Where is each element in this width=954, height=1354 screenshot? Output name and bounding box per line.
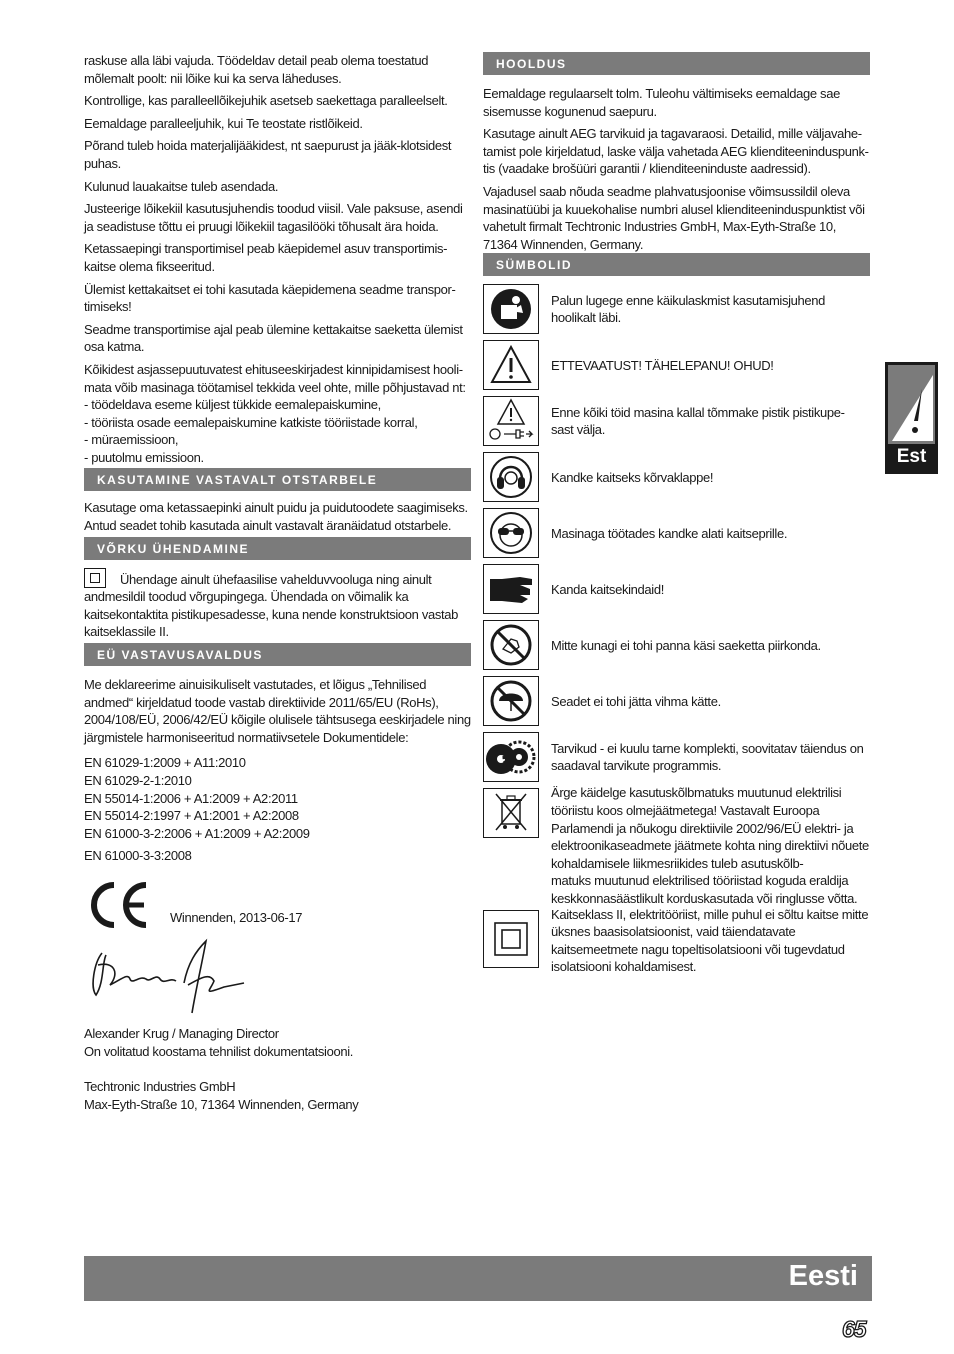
- symbol-row: [483, 620, 870, 670]
- paragraph: Ülemist kettakaitset ei tohi kasutada käepidemena seadme transpor- timiseks!: [84, 281, 456, 315]
- paragraph: Seadme transportimise ajal peab ülemine kettakaitse saeketta ülemist osa katma.: [84, 321, 463, 355]
- paragraph: raskuse alla läbi vajuda. Töödeldav detail peab olema toestatud mõlemalt poolt: nii lõike kui ka serva läheduses.: [84, 53, 429, 86]
- section-header-mains: VÕRKU ÜHENDAMINE: [84, 537, 471, 560]
- symbol-row: [483, 906, 870, 976]
- symbol-row: [483, 452, 870, 502]
- gloves-icon: [483, 564, 539, 614]
- symbol-row: [483, 676, 870, 726]
- mains-text: Ühendage ainult ühefaasilise vahelduvvooluga ning ainult andmesildil toodud võrgupingega. Ühendada on võimalik ka kaitsekontaktita pistikupesadesse, kuna nende konstruktsioon vastab kaitseklassile II.: [84, 571, 459, 640]
- symbol-row: [483, 340, 870, 390]
- warning-triangle-icon: [888, 365, 935, 444]
- paragraph: Kontrollige, kas paralleellõikejuhik asetseb saekettaga paralleelselt.: [84, 93, 448, 109]
- paragraph: Ketassaepingi transportimisel peab käepidemel asuv transportimis- kaitse olema fikseeritud.: [84, 241, 448, 274]
- language-tab: [885, 362, 938, 474]
- no-rain-icon: [483, 676, 539, 726]
- paragraph: Kasutage ainult AEG tarvikuid ja tagavaraosi. Detailid, mille väljavahe- tamist pole kirjeldatud, laske välja vahetada AEG klienditeeninduspunk- tis (vaadake brošüüri garantii / klienditeeninduste aadressid).: [483, 126, 869, 177]
- paragraph: Justeerige lõikekiil kasutusjuhendis toodud viisil. Vale paksuse, asendi ja seadistuse tõttu ei pruugi lõikekiil tagasilööki tõhusalt ära hoida.: [84, 201, 463, 234]
- class-ii-icon: [84, 568, 106, 588]
- paragraph: Kulunud lauakaitse tuleb asendada.: [84, 178, 279, 194]
- read-manual-icon: [483, 284, 539, 334]
- symbol-text: Seadet ei tohi jätta vihma kätte.: [551, 693, 721, 709]
- footer-bar: [84, 1256, 872, 1301]
- paragraph: Kõikidest asjassepuutuvatest ehituseeskirjadest kinnipidamisest hooli- mata võib masinaga töötamisel tekkida veel ohte, mille põhjustavad nt: - töödeldava eseme küljest tükkide eemalepaiskumine, - tööriista osade eemalepaiskumine katkiste tööriistade korral, - müraemissioon, - puutolmu emissioon.: [84, 361, 466, 465]
- symbol-text: Kaitseklass II, elektritööriist, mille puhul ei sõltu kaitse mitte üksnes baasisolatsioonist, vaid täiendatavate kaitsemeetmete nagu topeltisolatsiooni või tugevdatud isolatsiooni kohaldamisest.: [551, 906, 869, 975]
- symbol-row: [483, 396, 870, 446]
- signatory: Alexander Krug / Managing Director On volitatud koostama tehnilist dokumentatsiooni.: [84, 1025, 354, 1059]
- right-column: [483, 52, 870, 982]
- section-header-maintenance: HOOLDUS: [483, 52, 870, 75]
- paragraph: Kasutage oma ketassaepinki ainult puidu ja puidutoodete saagimiseks. Antud seadet tohib kasutada ainult vastavalt äranäidatud otstarbele.: [84, 500, 468, 534]
- tab-warning-area: [888, 365, 935, 444]
- section-header-conformity: EÜ VASTAVUSAVALDUS: [84, 643, 471, 666]
- symbol-text: Tarvikud - ei kuulu tarne komplekti, soovitatav täiendus on saadaval tarvikute programmis.: [551, 740, 864, 774]
- signature: [84, 933, 471, 1025]
- paragraph: Eemaldage regulaarselt tolm. Tuleohu vältimiseks eemaldage sae sisemusse kogunenud saepuru.: [483, 86, 840, 119]
- unplug-warning-icon: [483, 396, 539, 446]
- no-hands-blade-icon: [483, 620, 539, 670]
- warning-triangle-icon: [483, 340, 539, 390]
- symbol-text: Kanda kaitsekindaid!: [551, 581, 664, 597]
- symbol-row: [483, 508, 870, 558]
- paragraph: Me deklareerime ainuisikuliselt vastutades, et lõigus „Tehnilised andmed“ kirjeldatud toode vastab direktiivide 2011/65/EU (RoHs), 2004/108/EÜ, 2006/42/EÜ kõigile olulisele tähtsusega eeskirjadele ning järgmistele harmoniseeritud normatiivsetele Dokumentidele:: [84, 677, 471, 745]
- paragraph: Põrand tuleb hoida materjalijääkidest, nt saepurust ja jääk-klotsidest puhas.: [84, 138, 452, 171]
- left-column: [84, 52, 471, 1118]
- paragraph: Vajadusel saab nõuda seadme plahvatusjoonise võimsussildil oleva masinatüübi ja kuuekohalise numbri alusel klienditeeninduspunktist või vahetult firmalt Techtronic Industries GmbH, Max-Eyth-Straße 10, 71364 Winnenden, Germany.: [483, 183, 865, 252]
- signature-image: [84, 933, 254, 1023]
- symbol-text: Ärge käidelge kasutuskõlbmatuks muutunud elektrilisi tööriistu koos olmejäätmetega! Vastavalt Euroopa Parlamendi ja nõukogu direktiivile 2002/96/EÜ elektri- ja elektroonikaseadmete jäätmete kohta ning direktiivi nõuete kohaldamisele liikmesriikides tuleb asutuskõlb- matuks muutunud elektrilised tööriistad koguda eraldija keskkonnasäästlikult korduskasutada või ringlusse võtta.: [551, 785, 869, 906]
- place-date: Winnenden, 2013-06-17: [170, 909, 303, 925]
- weee-bin-icon: [483, 788, 539, 838]
- symbol-row: [483, 564, 870, 614]
- mains-paragraph: [84, 568, 471, 641]
- ce-mark-row: [84, 879, 471, 931]
- language-label: Est: [896, 446, 927, 467]
- paragraph: Eemaldage paralleeljuhik, kui Te teostate ristlõikeid.: [84, 115, 363, 131]
- symbol-row: [483, 785, 870, 907]
- section-header-intended-use: KASUTAMINE VASTAVALT OTSTARBELE: [84, 468, 471, 491]
- standard-item: EN 61000-3-3:2008: [84, 848, 192, 864]
- ce-mark-icon: [84, 879, 154, 931]
- symbol-text: Mitte kunagi ei tohi panna käsi saeketta piirkonda.: [551, 637, 821, 653]
- page-number: 65: [842, 1316, 866, 1342]
- symbol-text: Enne kõiki töid masina kallal tõmmake pistik pistikupe- sast välja.: [551, 404, 845, 438]
- symbol-text: ETTEVAATUST! TÄHELEPANU! OHUD!: [551, 357, 774, 373]
- company-address: Techtronic Industries GmbH Max-Eyth-Straße 10, 71364 Winnenden, Germany: [84, 1079, 359, 1112]
- section-header-symbols: SÜMBOLID: [483, 253, 870, 276]
- saw-blades-icon: [483, 732, 539, 782]
- symbol-text: Kandke kaitseks kõrvaklappe!: [551, 469, 714, 485]
- symbol-row: [483, 284, 870, 334]
- class-ii-icon: [483, 910, 539, 968]
- symbol-text: Palun lugege enne käikulaskmist kasutamisjuhend hoolikalt läbi.: [551, 292, 826, 326]
- ear-protection-icon: [483, 452, 539, 502]
- symbol-row: [483, 732, 870, 782]
- footer-language-title: Eesti: [788, 1260, 858, 1292]
- standards-list: EN 61029-1:2009 + A11:2010 EN 61029-2-1:2010 EN 55014-1:2006 + A1:2009 + A2:2011 EN 55014-2:1997 + A1:2001 + A2:2008 EN 61000-3-2:2006 + A1:2009 + A2:2009: [84, 755, 310, 841]
- safety-glasses-icon: [483, 508, 539, 558]
- symbol-text: Masinaga töötades kandke alati kaitseprille.: [551, 525, 788, 541]
